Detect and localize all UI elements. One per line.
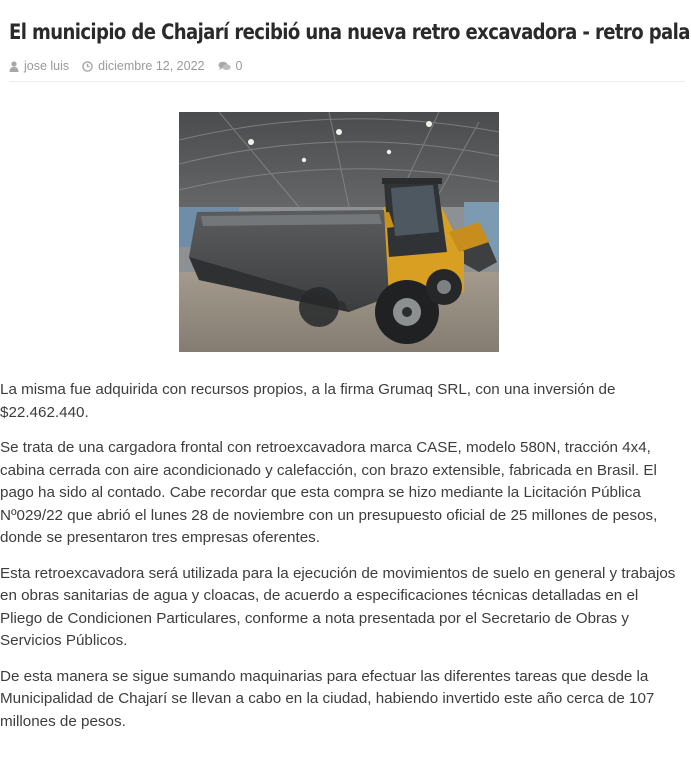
backhoe-loader-photo (179, 112, 499, 352)
paragraph: Esta retroexcavadora será utilizada para la ejecución de movimientos de suelo en general y trabajos en obras sanitarias de agua y cloacas, de acuerdo a especificaciones técnicas detalladas en el Pliego de Condicionen Particulares, conforme a nota presentada por el Secretario de Obras y Servicios Públicos. (0, 564, 676, 649)
clock-icon (82, 61, 93, 72)
author-meta[interactable] (9, 59, 69, 73)
comment-count[interactable]: 0 (235, 59, 243, 73)
post-title[interactable]: El municipio de Chajarí recibió una nueva retro excavadora - retro pala (9, 20, 690, 44)
author-name[interactable]: jose luis (24, 59, 70, 73)
user-icon (9, 61, 19, 72)
post-date: diciembre 12, 2022 (98, 59, 205, 73)
paragraph: De esta manera se sigue sumando maquinarias para efectuar las diferentes tareas que desde la Municipalidad de Chajarí se llevan a cabo en la ciudad, habiendo invertido este año cerca de 107 millones de pesos. (0, 667, 655, 730)
header-divider (9, 81, 685, 82)
paragraph: Se trata de una cargadora frontal con retroexcavadora marca CASE, modelo 580N, tracción 4x4, cabina cerrada con aire acondicionado y calefacción, con brazo extensible, fabricada en Brasil. El pago ha sido al contado. Cabe recordar que esta compra se hizo mediante la Licitación Pública Nº029/22 que abrió el lunes 28 de noviembre con un presupuesto oficial de 25 millones de pesos, donde se presentaron tres empresas oferentes. (0, 439, 658, 546)
article-body (0, 379, 680, 746)
paragraph: La misma fue adquirida con recursos propios, a la firma Grumaq SRL, con una inversión de $22.462.440. (0, 381, 616, 421)
article (9, 0, 690, 82)
featured-image (179, 112, 499, 352)
comments-icon (218, 61, 231, 72)
date-meta (82, 59, 204, 73)
post-meta (9, 57, 685, 75)
comments-meta[interactable] (218, 59, 243, 73)
